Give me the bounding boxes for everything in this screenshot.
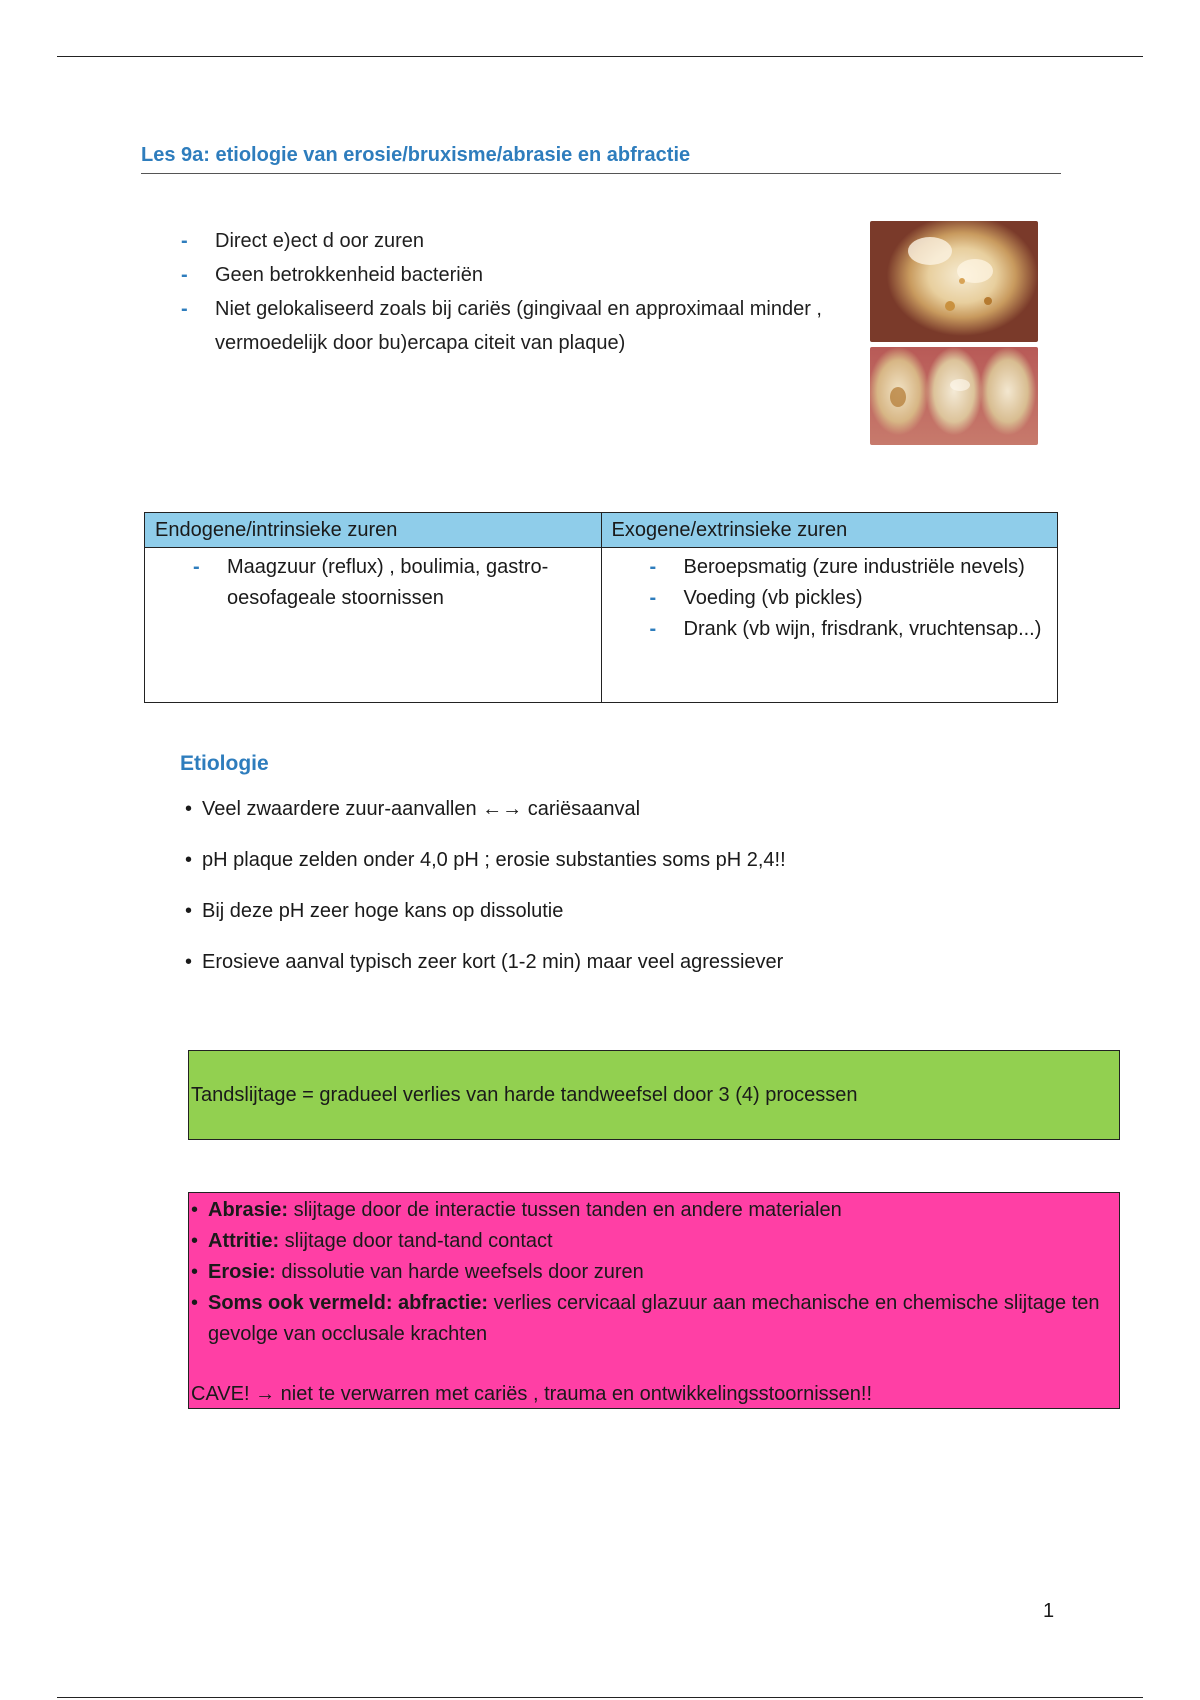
page-title: Les 9a: etiologie van erosie/bruxisme/abrasie en abfractie bbox=[141, 144, 1061, 174]
cave-note: CAVE! → niet te verwarren met cariës , trauma en ontwikkelingsstoornissen!! bbox=[191, 1383, 873, 1405]
list-item bbox=[191, 1288, 1119, 1350]
list-item: - Drank (vb wijn, frisdrank, vruchtensap...) bbox=[612, 614, 1048, 645]
list-item: • Erosieve aanval typisch zeer kort (1-2 min) maar veel agressiever bbox=[185, 949, 1085, 1000]
list-item: - Maagzuur (reflux) , boulimia, gastro-oesofageale stoornissen bbox=[155, 552, 591, 614]
etiologie-list bbox=[185, 796, 1085, 1000]
term-text: verlies cervicaal glazuur aan mechanische en chemische slijtage ten gevolge van occlusale krachten bbox=[208, 1292, 1100, 1345]
table-header-endogenous: Endogene/intrinsieke zuren bbox=[145, 513, 602, 548]
erosion-molar-photo bbox=[870, 221, 1038, 342]
acid-table bbox=[144, 512, 1058, 703]
list-item bbox=[191, 1257, 1119, 1288]
definition-box bbox=[188, 1050, 1120, 1140]
processes-box bbox=[188, 1192, 1120, 1409]
intro-list bbox=[175, 224, 855, 360]
list-item bbox=[191, 1195, 1119, 1226]
term-label: Erosie: bbox=[208, 1261, 276, 1283]
table-row bbox=[145, 548, 1058, 703]
list-item: • Veel zwaardere zuur-aanvallen ←→ cariësaanval bbox=[185, 796, 1085, 847]
list-item: - Geen betrokkenheid bacteriën bbox=[175, 258, 855, 292]
table-cell-exogenous bbox=[601, 548, 1058, 703]
term-label: Attritie: bbox=[208, 1230, 280, 1252]
term-text: slijtage door de interactie tussen tanden en andere materialen bbox=[288, 1199, 842, 1221]
page-number: 1 bbox=[1043, 1600, 1055, 1622]
list-item: • pH plaque zelden onder 4,0 pH ; erosie substanties soms pH 2,4!! bbox=[185, 847, 1085, 898]
term-text: dissolutie van harde weefsels door zuren bbox=[275, 1261, 644, 1283]
term-text: slijtage door tand-tand contact bbox=[279, 1230, 553, 1252]
definition-text: Tandslijtage = gradueel verlies van harde tandweefsel door 3 (4) processen bbox=[191, 1083, 858, 1106]
list-item: - Niet gelokaliseerd zoals bij cariës (gingivaal en approximaal minder , vermoedelijk door bu)ercapa citeit van plaque) bbox=[175, 292, 855, 360]
table-cell-endogenous bbox=[145, 548, 602, 703]
list-item: - Beroepsmatig (zure industriële nevels) bbox=[612, 552, 1048, 583]
table-header-exogenous: Exogene/extrinsieke zuren bbox=[601, 513, 1058, 548]
list-item bbox=[191, 1226, 1119, 1257]
list-item: - Direct e)ect d oor zuren bbox=[175, 224, 855, 258]
section-heading-etiologie: Etiologie bbox=[180, 752, 269, 775]
list-item: • Bij deze pH zeer hoge kans op dissolutie bbox=[185, 898, 1085, 949]
top-rule bbox=[57, 56, 1143, 57]
bottom-rule bbox=[57, 1697, 1143, 1698]
term-label: Soms ook vermeld: abfractie: bbox=[208, 1292, 489, 1314]
list-item: - Voeding (vb pickles) bbox=[612, 583, 1048, 614]
term-label: Abrasie: bbox=[208, 1199, 289, 1221]
erosion-teeth-row-photo bbox=[870, 347, 1038, 445]
